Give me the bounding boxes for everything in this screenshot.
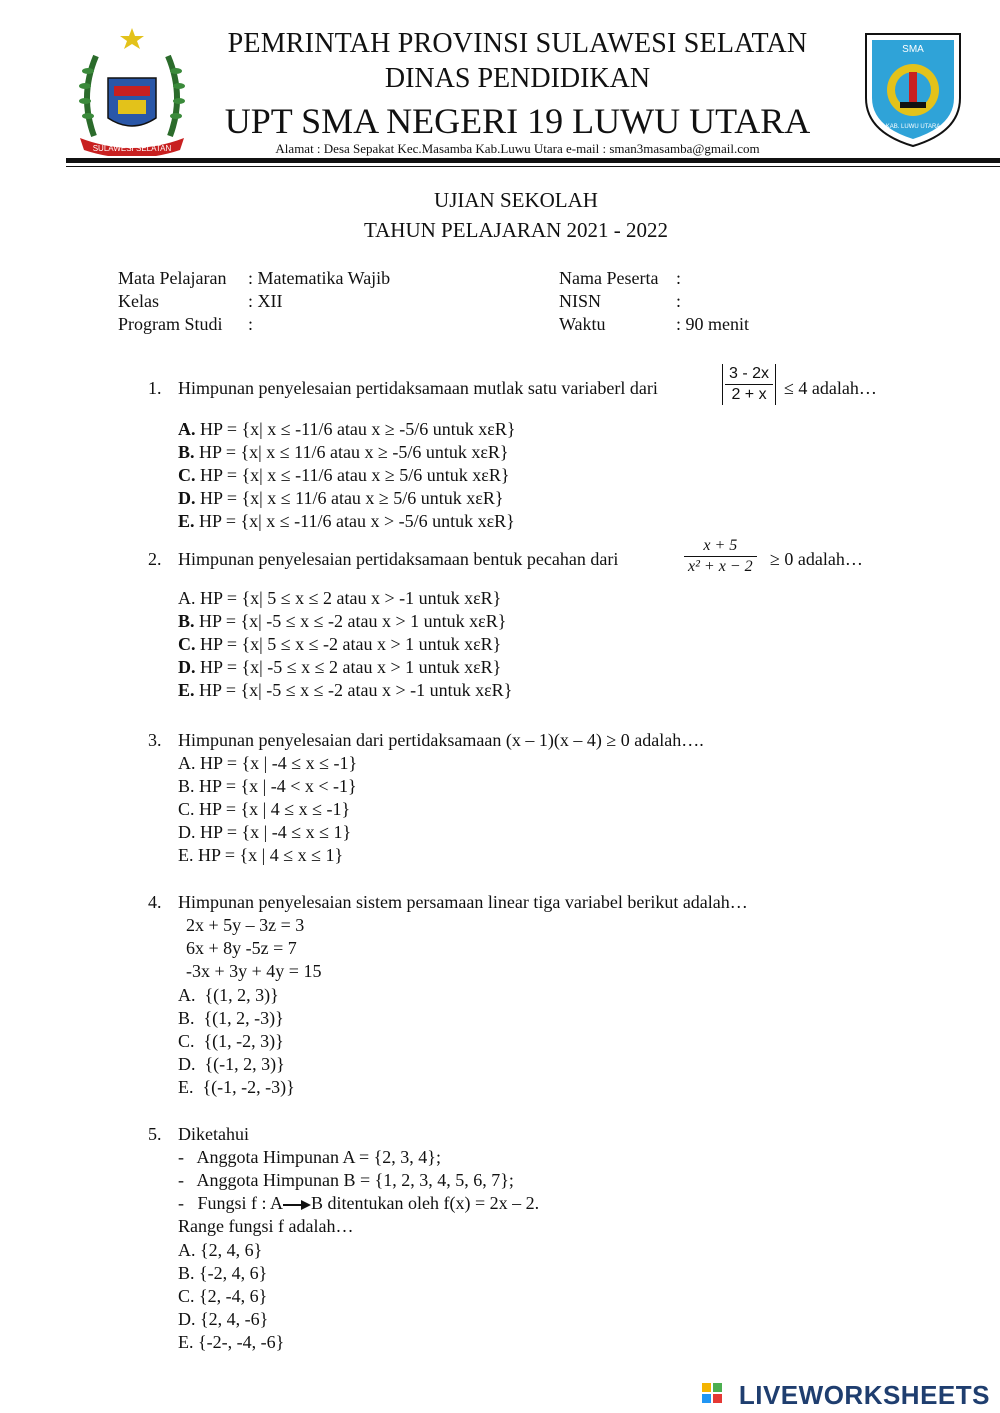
q2-option-d[interactable] (178, 656, 501, 679)
q5-item-3: - Fungsi f : A B ditentukan oleh f(x) = 2x – 2. (178, 1193, 540, 1213)
q5-question: Range fungsi f adalah… (178, 1216, 354, 1236)
q2-fraction (684, 536, 757, 577)
q2-option-letter: A. (178, 588, 196, 608)
q1-option-text: HP = {x| x ≤ 11/6 atau x ≥ -5/6 untuk xεR} (199, 442, 509, 462)
q3-option-c[interactable]: C. HP = {x | 4 ≤ x ≤ -1} (178, 799, 351, 819)
header-divider-thick (66, 158, 1000, 163)
q1-frac-num: 3 - 2x (725, 364, 773, 385)
header-line-1: PEMRINTAH PROVINSI SULAWESI SELATAN (227, 28, 808, 59)
q4-option-text: {(1, -2, 3)} (203, 1031, 284, 1051)
q4-option-c[interactable] (178, 1030, 284, 1053)
q1-frac-den: 2 + x (731, 386, 767, 403)
q3-number: 3. (148, 730, 162, 750)
q4-equation-1: 2x + 5y – 3z = 3 (186, 915, 305, 935)
q1-option-d[interactable] (178, 487, 504, 510)
q4-option-text: {(1, 2, 3)} (204, 985, 279, 1005)
header-line-2: DINAS PENDIDIKAN (384, 63, 651, 94)
q1-option-letter: B. (178, 442, 195, 462)
q5-func-pre: Fungsi f : A (197, 1193, 284, 1213)
q1-option-text: HP = {x| x ≤ -11/6 atau x ≥ -5/6 untuk xεR} (200, 419, 516, 439)
q1-option-e[interactable] (178, 510, 515, 533)
info-label-nisn: NISN (559, 291, 602, 311)
q2-option-letter: C. (178, 634, 196, 654)
q4-option-letter: E. (178, 1077, 194, 1097)
q2-option-letter: D. (178, 657, 196, 677)
liveworksheets-logo[interactable]: LIVEWORKSHEETS (738, 1380, 990, 1410)
q2-after: ≥ 0 adalah… (770, 549, 863, 569)
q4-option-letter: A. (178, 985, 196, 1005)
q3-option-e[interactable]: E. HP = {x | 4 ≤ x ≤ 1} (178, 845, 344, 865)
q3-option-d[interactable]: D. HP = {x | -4 ≤ x ≤ 1} (178, 822, 352, 842)
q4-number: 4. (148, 892, 162, 912)
q5-item-text: Anggota Himpunan B = {1, 2, 3, 4, 5, 6, 7}; (196, 1170, 514, 1190)
q4-option-b[interactable] (178, 1007, 284, 1030)
q2-option-a[interactable] (178, 587, 501, 610)
q2-option-text: HP = {x| 5 ≤ x ≤ -2 atau x > 1 untuk xεR} (200, 634, 502, 654)
liveworksheets-icon (702, 1383, 722, 1403)
info-label-nama: Nama Peserta (559, 268, 659, 288)
left-logo-text: SULAWESI SELATAN (92, 144, 172, 153)
left-logo (74, 26, 190, 156)
q4-option-text: {(-1, 2, 3)} (204, 1054, 285, 1074)
right-logo-sub: KAB. LUWU UTARA (885, 124, 941, 130)
q3-text: Himpunan penyelesaian dari pertidaksamaan (x – 1)(x – 4) ≥ 0 adalah…. (178, 730, 704, 750)
q1-option-letter: D. (178, 488, 196, 508)
info-value-nama: : (676, 268, 682, 288)
q5-option-c[interactable]: C. {2, -4, 6} (178, 1286, 268, 1306)
q2-text: Himpunan penyelesaian pertidaksamaan bentuk pecahan dari (178, 549, 619, 569)
q4-option-letter: B. (178, 1008, 195, 1028)
header-address: Alamat : Desa Sepakat Kec.Masamba Kab.Luwu Utara e-mail : sman3masamba@gmail.com (275, 141, 760, 156)
q1-option-text: HP = {x| x ≤ 11/6 atau x ≥ 5/6 untuk xεR} (200, 488, 504, 508)
info-value-kelas: : XII (248, 291, 283, 311)
q5-option-b[interactable]: B. {-2, 4, 6} (178, 1263, 268, 1283)
q1-option-c[interactable] (178, 464, 510, 487)
q1-option-text: HP = {x| x ≤ -11/6 atau x > -5/6 untuk xεR} (199, 511, 515, 531)
q1-option-letter: C. (178, 465, 196, 485)
q5-item-1: - Anggota Himpunan A = {2, 3, 4}; (178, 1147, 441, 1167)
info-value-waktu: : 90 menit (676, 314, 749, 334)
q4-option-letter: C. (178, 1031, 195, 1051)
info-value-mapel: : Matematika Wajib (248, 268, 391, 288)
q2-option-b[interactable] (178, 610, 506, 633)
right-logo (860, 28, 966, 148)
q2-number: 2. (148, 549, 162, 569)
info-label-waktu: Waktu (559, 314, 606, 334)
q5-number: 5. (148, 1124, 162, 1144)
q2-option-text: HP = {x| 5 ≤ x ≤ 2 atau x > -1 untuk xεR} (200, 588, 502, 608)
exam-title: UJIAN SEKOLAH (434, 188, 598, 212)
q1-fraction (722, 364, 776, 405)
q5-text: Diketahui (178, 1124, 249, 1144)
info-value-nisn: : (676, 291, 682, 311)
q2-option-text: HP = {x| -5 ≤ x ≤ -2 atau x > -1 untuk xεR} (199, 680, 513, 700)
q1-option-letter: A. (178, 419, 196, 439)
q2-option-c[interactable] (178, 633, 501, 656)
q1-text: Himpunan penyelesaian pertidaksamaan mutlak satu variaberl dari (178, 378, 658, 398)
header-divider-thin (66, 166, 1000, 167)
q2-option-letter: B. (178, 611, 195, 631)
info-label-kelas: Kelas (118, 291, 159, 311)
q4-equation-3: -3x + 3y + 4y = 15 (186, 961, 322, 981)
q5-func-post: B ditentukan oleh f(x) = 2x – 2. (311, 1193, 540, 1213)
q4-option-a[interactable] (178, 984, 279, 1007)
q4-option-text: {(1, 2, -3)} (203, 1008, 284, 1028)
q5-option-d[interactable]: D. {2, 4, -6} (178, 1309, 269, 1329)
q4-option-e[interactable] (178, 1076, 295, 1099)
info-label-program: Program Studi (118, 314, 223, 334)
q1-option-a[interactable] (178, 418, 516, 441)
info-label-mapel: Mata Pelajaran (118, 268, 227, 288)
q3-option-b[interactable]: B. HP = {x | -4 < x < -1} (178, 776, 357, 796)
q3-option-a[interactable]: A. HP = {x | -4 ≤ x ≤ -1} (178, 753, 358, 773)
q4-option-text: {(-1, -2, -3)} (202, 1077, 295, 1097)
q5-item-text: Anggota Himpunan A = {2, 3, 4}; (196, 1147, 441, 1167)
q2-option-letter: E. (178, 680, 195, 700)
q5-option-e[interactable]: E. {-2-, -4, -6} (178, 1332, 285, 1352)
q1-option-text: HP = {x| x ≤ -11/6 atau x ≥ 5/6 untuk xεR} (200, 465, 510, 485)
q4-equation-2: 6x + 8y -5z = 7 (186, 938, 297, 958)
q1-after: ≤ 4 adalah… (784, 378, 877, 398)
right-logo-text: SMA (902, 44, 924, 55)
info-value-program: : (248, 314, 254, 334)
q5-item-2: - Anggota Himpunan B = {1, 2, 3, 4, 5, 6, 7}; (178, 1170, 514, 1190)
exam-year: TAHUN PELAJARAN 2021 - 2022 (364, 218, 668, 242)
q2-option-e[interactable] (178, 679, 512, 702)
q1-option-b[interactable] (178, 441, 509, 464)
arrow-right-icon (283, 1199, 311, 1211)
q4-text: Himpunan penyelesaian sistem persamaan linear tiga variabel berikut adalah… (178, 892, 748, 912)
q1-option-letter: E. (178, 511, 195, 531)
q2-frac-den: x² + x − 2 (688, 558, 753, 575)
q5-option-a[interactable]: A. {2, 4, 6} (178, 1240, 263, 1260)
q2-option-text: HP = {x| -5 ≤ x ≤ -2 atau x > 1 untuk xεR} (199, 611, 507, 631)
q4-option-letter: D. (178, 1054, 196, 1074)
q1-number: 1. (148, 378, 162, 398)
q2-frac-num: x + 5 (684, 536, 757, 557)
header-line-3: UPT SMA NEGERI 19 LUWU UTARA (224, 101, 811, 141)
q4-option-d[interactable] (178, 1053, 285, 1076)
q2-option-text: HP = {x| -5 ≤ x ≤ 2 atau x > 1 untuk xεR} (200, 657, 502, 677)
